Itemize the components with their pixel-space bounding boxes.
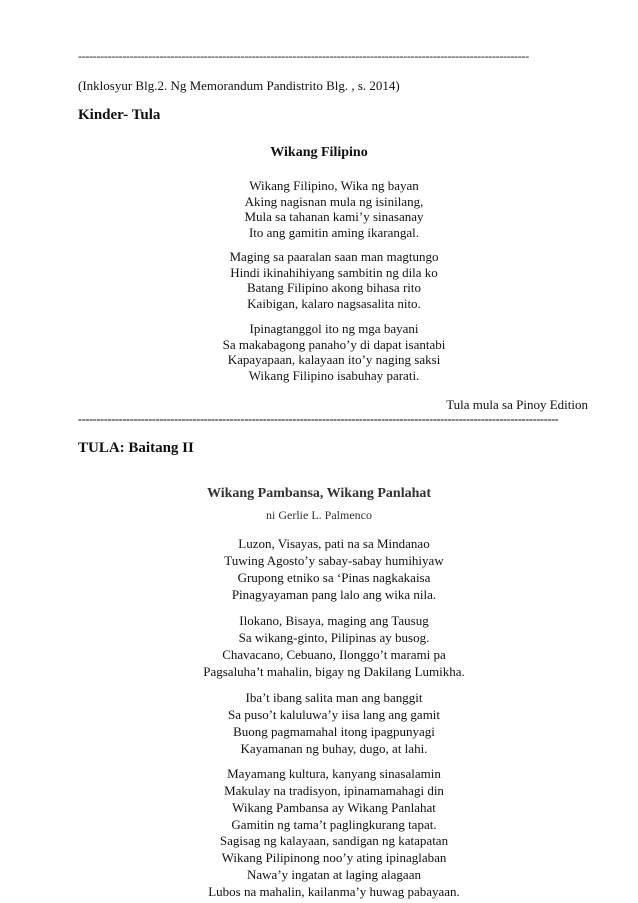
poem-title-wikang-filipino: Wikang Filipino <box>270 145 368 160</box>
poem-line: Mayamang kultura, kanyang sinasalamin <box>227 766 441 781</box>
poem-line: Sagisag ng kalayaan, sandigan ng katapatan <box>219 833 449 848</box>
poem-line: Buong pagmamahal itong ipagpunyagi <box>233 724 435 739</box>
poem-line: Chavacano, Cebuano, Ilonggo’t marami pa <box>222 647 446 662</box>
top-divider: -------------------------------------------------------------------------------------------------------------------------- <box>78 50 529 62</box>
poem-line: Sa makabagong panaho’y di dapat isantabi <box>222 336 446 352</box>
poem-line: Grupong etniko sa ‘Pinas nagkakaisa <box>237 570 431 585</box>
stanza <box>0 765 638 833</box>
poem-line: Ito ang gamitin aming ikarangal. <box>248 224 420 240</box>
poem-line: Pinagyayaman pang lalo ang wika nila. <box>231 587 437 602</box>
poem-line: Kaibigan, kalaro nagsasalita nito. <box>247 295 421 311</box>
poem-source: Tula mula sa Pinoy Edition <box>446 397 588 412</box>
section-heading-baitang-ii: TULA: Baitang II <box>78 440 194 456</box>
stanza <box>0 689 638 757</box>
poem-line: Maging sa paaralan saan man magtungo <box>229 249 439 264</box>
poem-title-wikang-pambansa: Wikang Pambansa, Wikang Panlahat <box>206 486 432 501</box>
stanza <box>0 249 638 311</box>
poem-line: Makulay na tradisyon, ipinamamahagi din <box>224 783 444 798</box>
poem-line: Sa wikang-ginto, Pilipinas ay busog. <box>238 630 430 645</box>
poem-line: Pagsaluha’t mahalin, bigay ng Dakilang Lumikha. <box>203 664 465 679</box>
poem-line: Aking nagisnan mula ng isinilang, <box>244 193 424 209</box>
poem-line: Kayamanan ng buhay, dugo, at lahi. <box>240 741 428 756</box>
poem-author: ni Gerlie L. Palmenco <box>266 508 372 522</box>
poem-line: Ilokano, Bisaya, maging ang Tausug <box>239 613 429 628</box>
poem-line: Gamitin ng tama’t paglingkurang tapat. <box>231 817 437 832</box>
poem-line: Nawa’y ingatan at laging alagaan <box>247 867 421 882</box>
stanza <box>0 535 638 603</box>
poem-line: Lubos na mahalin, kailanma’y huwag pabayaan. <box>208 884 460 899</box>
poem-line: Wikang Pambansa ay Wikang Panlahat <box>232 800 436 815</box>
stanza <box>0 612 638 680</box>
poem-line: Iba’t ibang salita man ang banggit <box>245 690 423 705</box>
stanza <box>0 832 638 900</box>
poem-line: Luzon, Visayas, pati na sa Mindanao <box>238 536 430 551</box>
poem-line: Kapayapaan, kalayaan ito’y naging saksi <box>227 352 441 367</box>
section-heading-kinder: Kinder- Tula <box>78 107 161 123</box>
stanza <box>0 178 638 240</box>
poem-line: Batang Filipino akong bihasa rito <box>246 280 422 295</box>
poem-line: Wikang Filipino isabuhay parati. <box>248 367 420 383</box>
poem-line: Tuwing Agosto’y sabay-sabay humihiyaw <box>224 553 444 568</box>
section-divider: ---------------------------------------------------------------------------------------------------------------------------------- <box>78 413 559 425</box>
poem-line: Wikang Filipino, Wika ng bayan <box>249 178 419 193</box>
poem-line: Sa puso’t kaluluwa’y iisa lang ang gamit <box>227 707 441 722</box>
memo-reference: (Inklosyur Blg.2. Ng Memorandum Pandistrito Blg. , s. 2014) <box>78 78 400 93</box>
poem-line: Mula sa tahanan kami’y sinasanay <box>244 209 424 224</box>
poem-line: Ipinagtanggol ito ng mga bayani <box>249 321 419 336</box>
poem-line: Hindi ikinahihiyang sambitin ng dila ko <box>230 264 438 280</box>
stanza <box>0 321 638 383</box>
poem-line: Wikang Pilipinong noo’y ating ipinaglaban <box>221 850 447 865</box>
